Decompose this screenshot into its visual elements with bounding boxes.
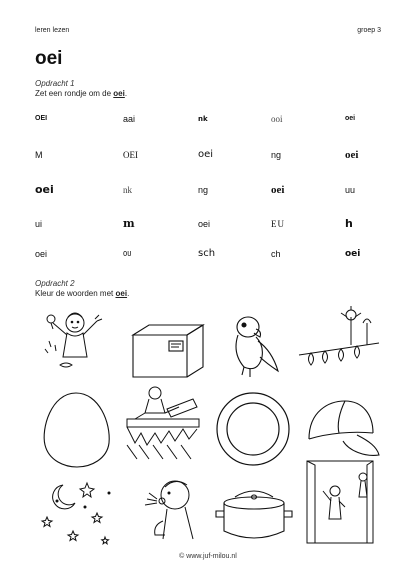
- grid-cell[interactable]: nk: [198, 115, 208, 123]
- boy-blowing-icon[interactable]: [127, 475, 207, 545]
- egg-icon[interactable]: [37, 389, 115, 469]
- grid-cell[interactable]: oei: [345, 115, 356, 122]
- grid-row-5: [35, 247, 375, 267]
- grid-cell[interactable]: oei: [345, 249, 361, 259]
- grid-cell[interactable]: h: [345, 217, 353, 230]
- grid-cell[interactable]: aai: [123, 114, 136, 124]
- grid-cell[interactable]: oei: [35, 249, 48, 259]
- man-at-window-icon[interactable]: [301, 457, 381, 545]
- grid-cell[interactable]: sch: [198, 248, 216, 259]
- box-package-icon[interactable]: [127, 321, 207, 381]
- grid-cell[interactable]: oei: [198, 149, 214, 160]
- grid-cell[interactable]: nk: [123, 185, 132, 195]
- footer-credit: © www.juf-milou.nl: [179, 553, 237, 560]
- grid-row-3: [35, 183, 375, 203]
- grid-row-4: [35, 217, 375, 237]
- moon-and-stars-icon[interactable]: [37, 477, 117, 545]
- opdracht2-instruction: Kleur de woorden met oei.: [35, 289, 130, 298]
- grid-row-2: [35, 148, 375, 168]
- header-right: groep 3: [357, 27, 381, 34]
- grid-cell[interactable]: m: [123, 217, 135, 230]
- boy-with-ice-cream-icon[interactable]: [35, 305, 115, 380]
- parrot-icon[interactable]: [220, 307, 285, 382]
- grid-cell[interactable]: ch: [271, 249, 281, 259]
- grid-cell[interactable]: ng: [271, 150, 282, 160]
- grid-cell[interactable]: oei: [198, 219, 211, 229]
- boy-in-bed-icon[interactable]: [123, 383, 205, 469]
- grid-cell[interactable]: OEI: [35, 115, 48, 122]
- cooking-pot-icon[interactable]: [213, 483, 295, 545]
- grid-cell[interactable]: oei: [345, 149, 359, 161]
- opdracht2-label: Opdracht 2: [35, 279, 75, 288]
- grid-cell[interactable]: EU: [271, 219, 285, 229]
- opdracht1-target-word: oei: [113, 89, 125, 98]
- grid-cell[interactable]: OEI: [123, 150, 138, 160]
- grid-cell[interactable]: ooi: [271, 114, 283, 124]
- opdracht1-instruction: Zet een rondje om de oei.: [35, 89, 128, 98]
- cap-icon[interactable]: [299, 397, 381, 461]
- header-left: leren lezen: [35, 27, 70, 34]
- page-title: oei: [35, 48, 63, 69]
- picture-grid: [35, 305, 381, 545]
- opdracht1-label: Opdracht 1: [35, 79, 75, 88]
- life-ring-icon[interactable]: [213, 389, 293, 469]
- grid-cell[interactable]: ng: [198, 185, 209, 195]
- grid-cell[interactable]: M: [35, 150, 43, 160]
- opdracht2-target-word: oei: [115, 289, 128, 298]
- grid-cell[interactable]: oei: [35, 183, 54, 196]
- grid-cell[interactable]: OU: [123, 250, 132, 258]
- grid-row-1: [35, 112, 375, 132]
- grid-cell[interactable]: oei: [271, 184, 285, 196]
- bulbs-on-line-icon[interactable]: [297, 305, 381, 380]
- grid-cell[interactable]: ui: [35, 219, 43, 229]
- grid-cell[interactable]: uu: [345, 185, 356, 195]
